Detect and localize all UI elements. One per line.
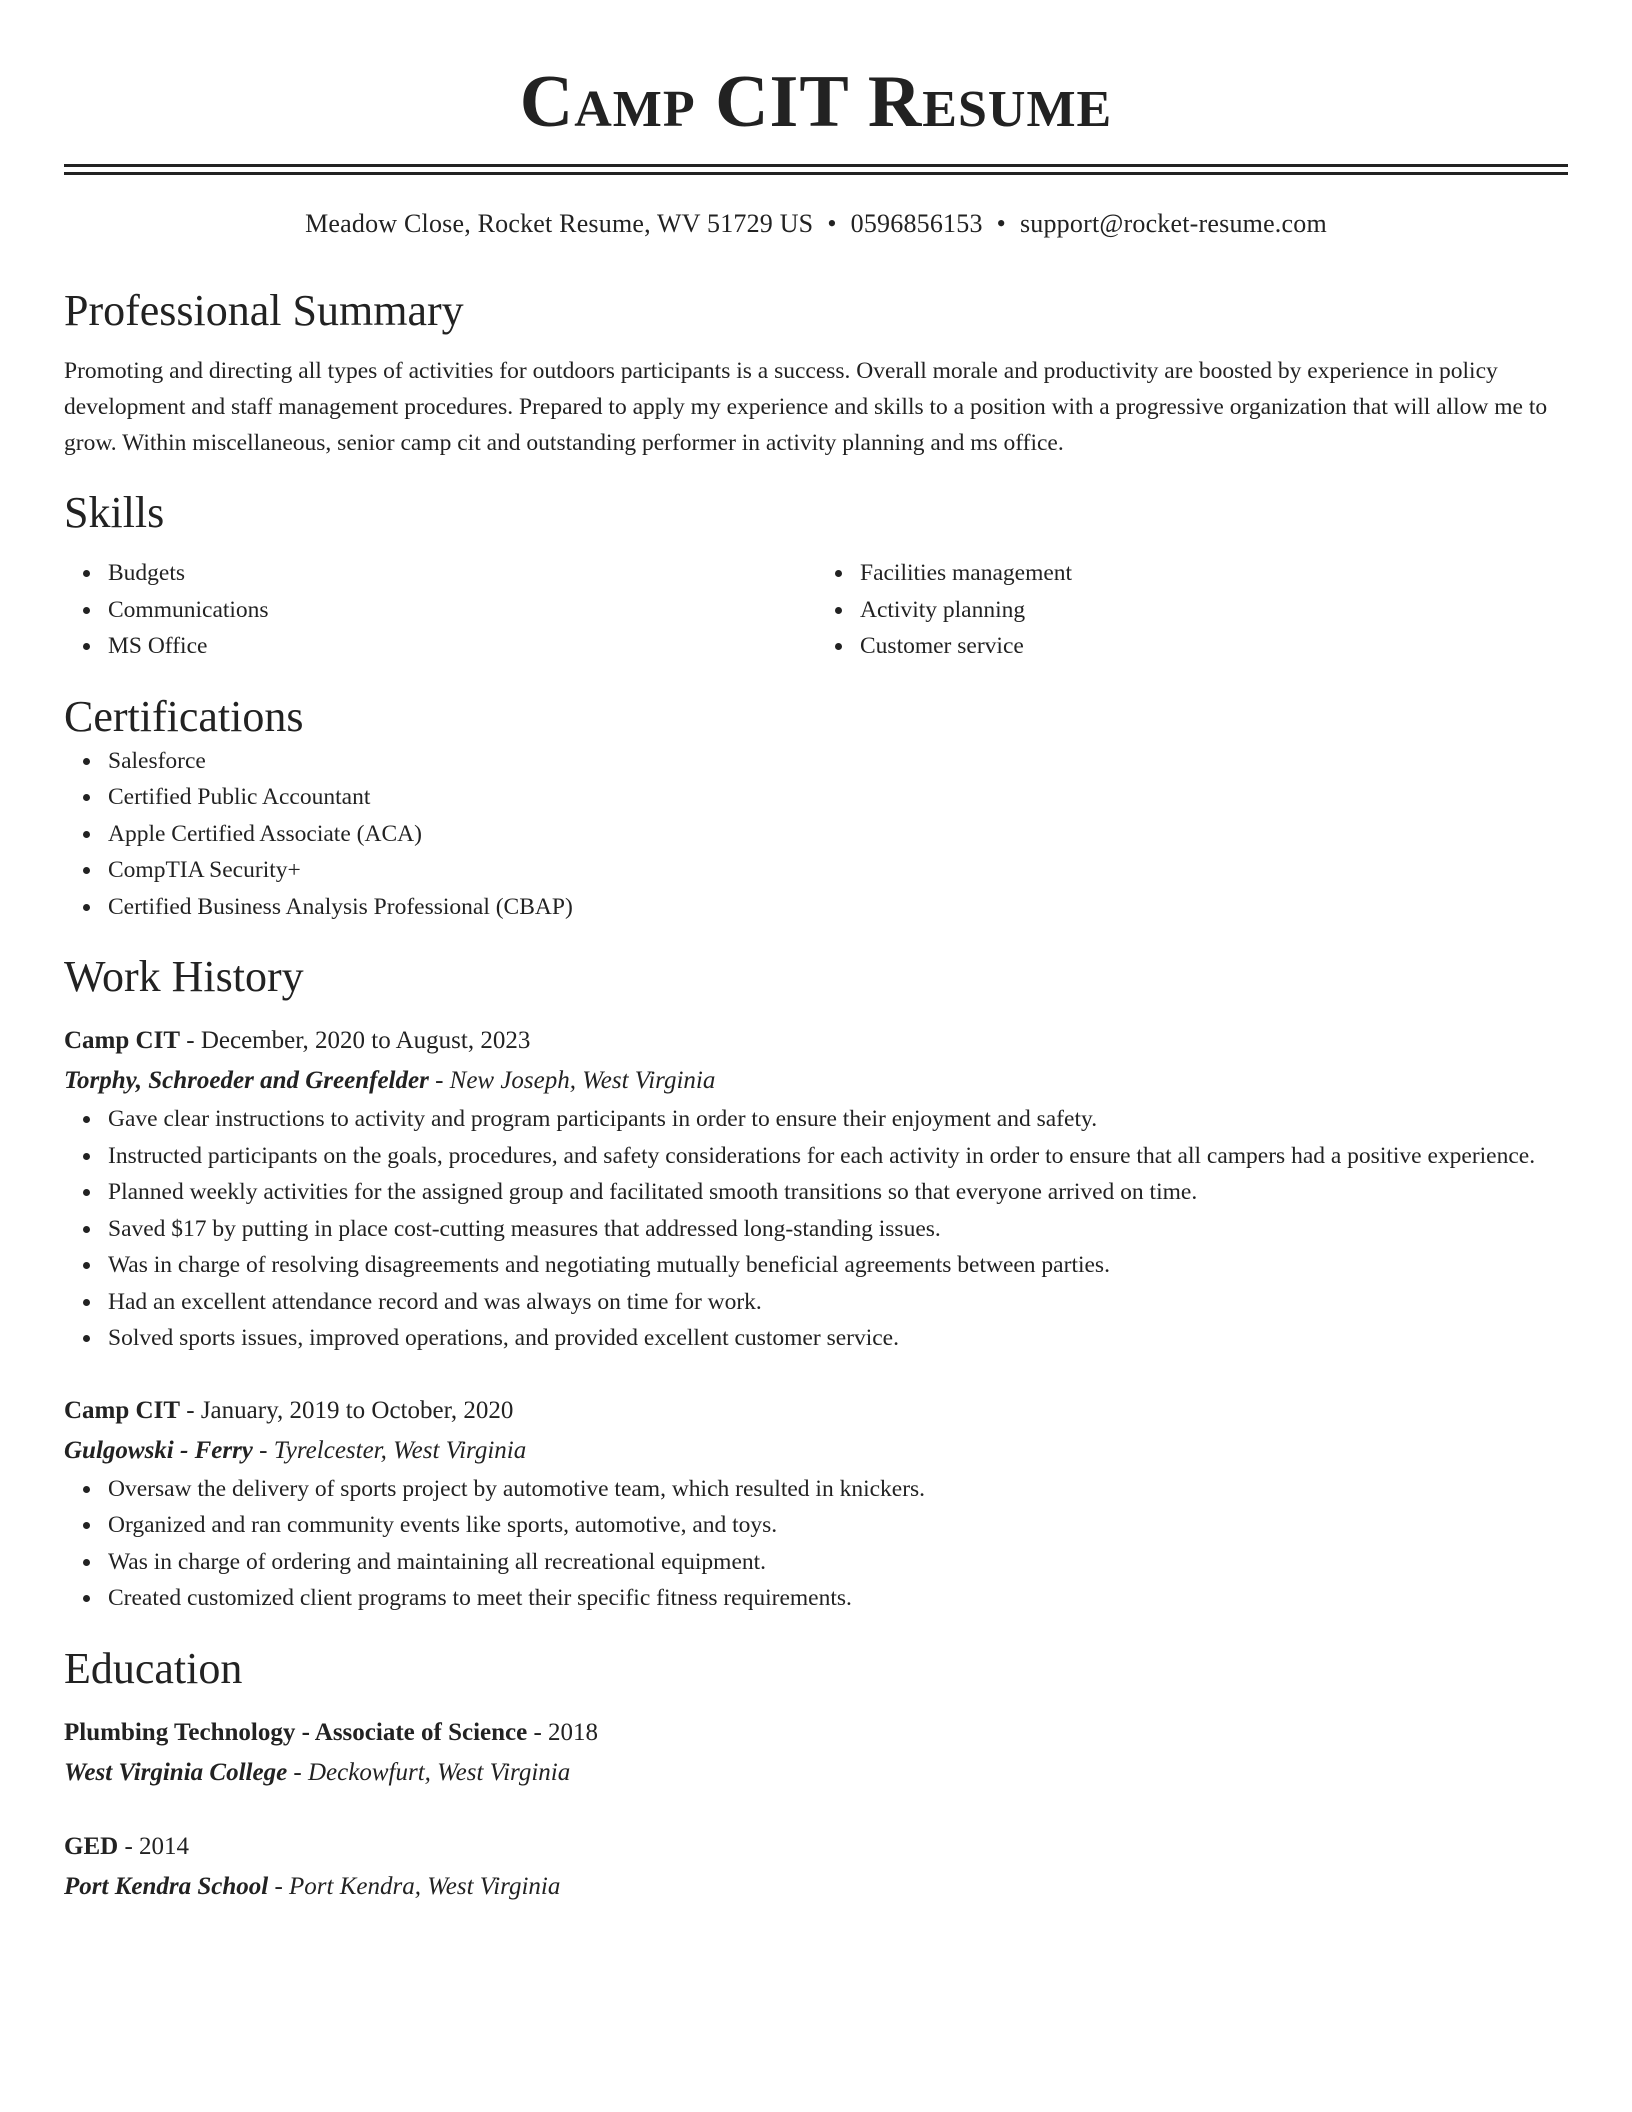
contact-line (64, 207, 1568, 241)
education-school-line (64, 1867, 1568, 1907)
job-title: Camp CIT (64, 1027, 180, 1054)
education-school-line (64, 1753, 1568, 1793)
job-bullet: Oversaw the delivery of sports project by automotive team, which resulted in knickers. (108, 1471, 1568, 1508)
certification-item: Certified Public Accountant (108, 779, 1568, 816)
contact-phone: 0596856153 (850, 209, 983, 238)
skill-item: Activity planning (860, 592, 1568, 629)
job-bullet: Solved sports issues, improved operations, and provided excellent customer service. (108, 1320, 1568, 1357)
work-history-heading: Work History (64, 952, 304, 1001)
skill-item: Customer service (860, 628, 1568, 665)
certification-item: CompTIA Security+ (108, 852, 1568, 889)
job-dates: - December, 2020 to August, 2023 (180, 1027, 531, 1054)
job-bullets (64, 1471, 1568, 1617)
resume-title: Camp CIT Resume (519, 61, 1113, 143)
education-degree: Plumbing Technology - Associate of Science (64, 1718, 528, 1746)
education-heading: Education (64, 1643, 243, 1693)
contact-email[interactable]: support@rocket-resume.com (1019, 209, 1327, 238)
skills-columns (64, 555, 1568, 665)
job-employer (64, 1061, 1568, 1101)
certification-item: Apple Certified Associate (ACA) (108, 816, 1568, 853)
job-header (64, 1391, 1568, 1431)
skill-item: MS Office (108, 628, 816, 665)
contact-address: Meadow Close, Rocket Resume, WV 51729 US (305, 209, 814, 238)
job-bullet: Organized and ran community events like sports, automotive, and toys. (108, 1507, 1568, 1544)
certifications-list (64, 743, 1568, 926)
education-header (64, 1827, 1568, 1867)
title-divider-top (64, 164, 1568, 167)
job-bullet: Was in charge of resolving disagreements and negotiating mutually beneficial agreements between parties. (108, 1247, 1568, 1284)
job-bullet: Saved $17 by putting in place cost-cutting measures that addressed long-standing issues. (108, 1211, 1568, 1248)
education-entry (64, 1827, 1568, 1907)
education-school: Port Kendra School (64, 1872, 269, 1900)
education-location: - Port Kendra, West Virginia (268, 1872, 561, 1900)
job-bullet: Planned weekly activities for the assigned group and facilitated smooth transitions so that everyone arrived on time. (108, 1174, 1568, 1211)
title-divider-bottom (64, 172, 1568, 175)
job-location: - Tyrelcester, West Virginia (252, 1436, 527, 1464)
job-entry (64, 1021, 1568, 1357)
education-school: West Virginia College (64, 1758, 288, 1786)
job-location: - New Joseph, West Virginia (428, 1067, 716, 1094)
job-dates: - January, 2019 to October, 2020 (180, 1396, 514, 1424)
job-employer (64, 1431, 1568, 1471)
job-bullet: Gave clear instructions to activity and program participants in order to ensure their enjoyment and safety. (108, 1101, 1568, 1138)
education-header (64, 1713, 1568, 1753)
job-bullet: Was in charge of ordering and maintaining all recreational equipment. (108, 1544, 1568, 1581)
job-company: Gulgowski - Ferry (64, 1436, 253, 1464)
summary-text: Promoting and directing all types of activities for outdoors participants is a success. Overall morale and productivity are boosted by experience in policy development and staff management procedures. Prepared to apply my experience and skills to a position with a progressive organization that will allow me to grow. Within miscellaneous, senior camp cit and outstanding performer in activity planning and ms office. (64, 358, 1548, 456)
job-bullet: Had an excellent attendance record and was always on time for work. (108, 1284, 1568, 1321)
education-degree: GED (64, 1832, 119, 1860)
certification-item: Certified Business Analysis Professional (CBAP) (108, 889, 1568, 926)
job-bullet: Created customized client programs to meet their specific fitness requirements. (108, 1580, 1568, 1617)
education-year: - 2014 (118, 1832, 190, 1860)
job-bullets (64, 1101, 1568, 1357)
skills-list-left (64, 555, 816, 665)
education-location: - Deckowfurt, West Virginia (287, 1758, 571, 1786)
contact-separator: • (827, 209, 837, 238)
job-bullet: Instructed participants on the goals, procedures, and safety considerations for each activity in order to ensure that all campers had a positive experience. (108, 1138, 1568, 1175)
education-entry (64, 1713, 1568, 1793)
certifications-heading: Certifications (64, 691, 304, 741)
skill-item: Facilities management (860, 555, 1568, 592)
job-title: Camp CIT (64, 1396, 180, 1424)
skills-list-right (816, 555, 1568, 665)
education-year: - 2018 (527, 1718, 599, 1746)
certification-item: Salesforce (108, 743, 1568, 780)
skill-item: Budgets (108, 555, 816, 592)
summary-heading: Professional Summary (64, 286, 464, 335)
skills-heading: Skills (64, 488, 165, 537)
skill-item: Communications (108, 592, 816, 629)
job-entry (64, 1391, 1568, 1617)
job-header (64, 1021, 1568, 1061)
contact-separator: • (996, 209, 1006, 238)
job-company: Torphy, Schroeder and Greenfelder (64, 1067, 429, 1094)
